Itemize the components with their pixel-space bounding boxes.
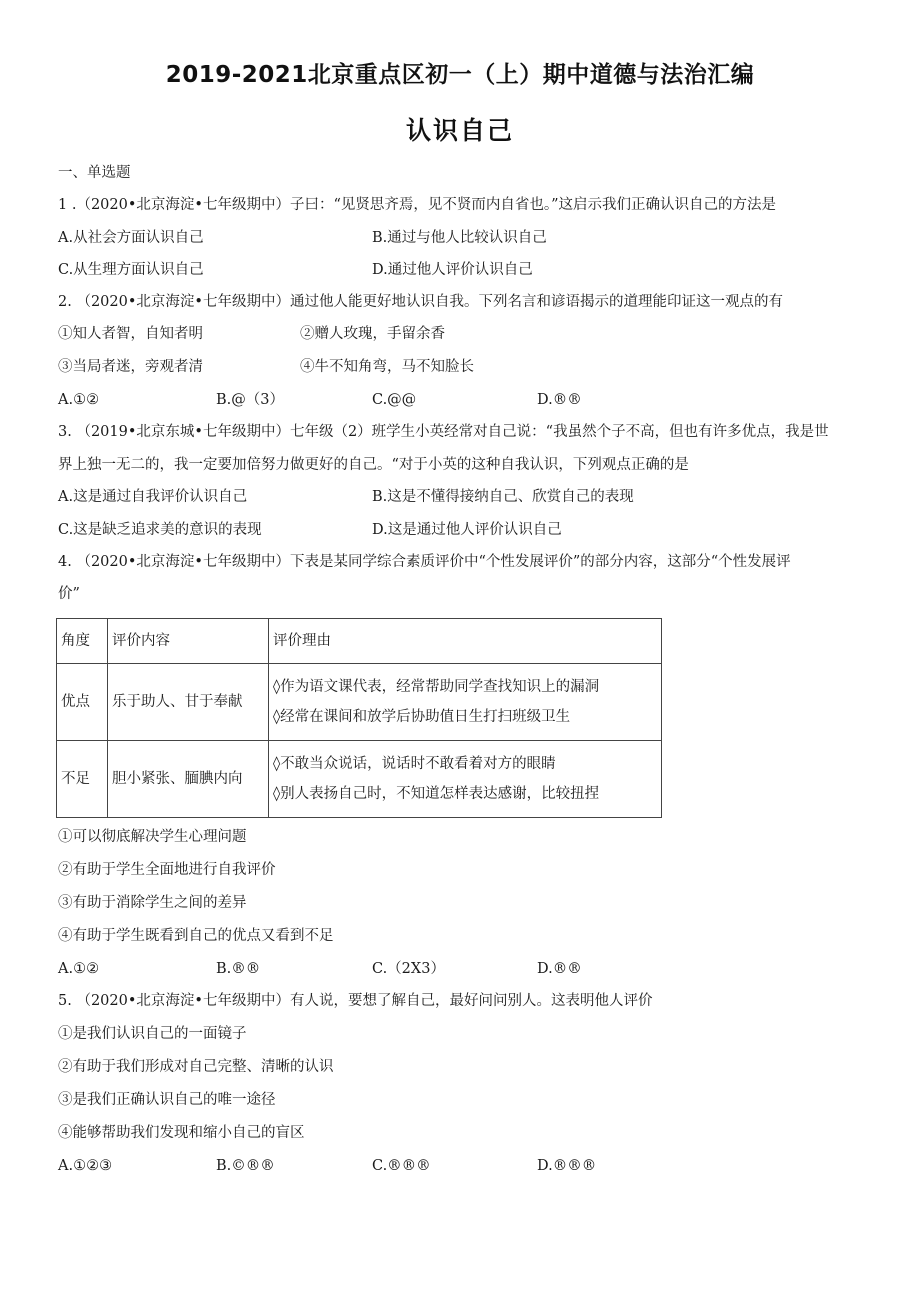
option-b: B.@（3） xyxy=(216,392,284,408)
table-cell-content: 乐于助人、甘于奉献 xyxy=(108,664,269,741)
table-cell-reasons xyxy=(269,664,662,741)
table-cell-aspect: 优点 xyxy=(57,664,108,741)
option-c: C.这是缺乏追求美的意识的表现 xyxy=(58,522,262,538)
option-a: A.①② xyxy=(58,392,100,408)
statement-item: ④牛不知角弯，马不知脸长 xyxy=(300,359,474,375)
statement-item: ①知人者智，自知者明 xyxy=(58,326,203,342)
reason-line: ◊别人表扬自己时，不知道怎样表达感谢，比较扭捏 xyxy=(273,786,600,802)
table-cell-aspect: 不足 xyxy=(57,741,108,818)
option-a: A.①② xyxy=(58,961,100,977)
question-stem: 2. （2020•北京海淀•七年级期中）通过他人能更好地认识自我。下列名言和谚语揭示的道理能印证这一观点的有 xyxy=(58,294,783,310)
statement-item: ②有助于学生全面地进行自我评价 xyxy=(58,862,276,878)
option-a: A.这是通过自我评价认识自己 xyxy=(58,489,248,505)
option-b: B.©®® xyxy=(216,1158,275,1174)
question-stem: 4. （2020•北京海淀•七年级期中）下表是某同学综合素质评价中“个性发展评价”的部分内容，这部分“个性发展评 xyxy=(58,554,791,570)
statement-item: ④能够帮助我们发现和缩小自己的盲区 xyxy=(58,1125,305,1141)
section-heading: 一、单选题 xyxy=(58,165,131,181)
reason-line: ◊作为语文课代表，经常帮助同学查找知识上的漏洞 xyxy=(273,679,600,695)
question-stem: 3. （2019•北京东城•七年级期中）七年级（2）班学生小英经常对自己说：“我虽然个子不高，但也有许多优点，我是世 xyxy=(58,424,829,440)
statement-item: ④有助于学生既看到自己的优点又看到不足 xyxy=(58,928,334,944)
table-header-cell: 评价内容 xyxy=(108,619,269,664)
option-c: C.®®® xyxy=(372,1158,431,1174)
option-c: C.@@ xyxy=(372,392,417,408)
option-d: D.这是通过他人评价认识自己 xyxy=(372,522,562,538)
statement-item: ③当局者迷，旁观者清 xyxy=(58,359,203,375)
option-b: B.这是不懂得接纳自己、欣赏自己的表现 xyxy=(372,489,634,505)
option-b: B.®® xyxy=(216,961,261,977)
evaluation-table xyxy=(56,618,662,818)
table-header-cell: 评价理由 xyxy=(269,619,662,664)
option-b: B.通过与他人比较认识自己 xyxy=(372,230,547,246)
question-stem: 1 .（2020•北京海淀•七年级期中）子曰：“见贤思齐焉，见不贤而内自省也。”这启示我们正确认识自己的方法是 xyxy=(58,197,777,213)
question-stem: 5. （2020•北京海淀•七年级期中）有人说，要想了解自己，最好问问别人。这表明他人评价 xyxy=(58,993,653,1009)
option-a: A.①②③ xyxy=(58,1158,113,1174)
option-a: A.从社会方面认识自己 xyxy=(58,230,204,246)
statement-item: ①是我们认识自己的一面镜子 xyxy=(58,1026,247,1042)
statement-item: ②有助于我们形成对自己完整、清晰的认识 xyxy=(58,1059,334,1075)
question-stem-continued: 界上独一无二的，我一定要加倍努力做更好的自己。“对于小英的这种自我认识，下列观点正确的是 xyxy=(58,457,689,473)
option-d: D.®® xyxy=(537,392,582,408)
question-stem-continued: 价” xyxy=(58,586,80,602)
table-row xyxy=(57,741,662,818)
reason-line: ◊经常在课间和放学后协助值日生打扫班级卫生 xyxy=(273,709,571,725)
table-row xyxy=(57,664,662,741)
statement-item: ①可以彻底解决学生心理问题 xyxy=(58,829,247,845)
option-d: D.通过他人评价认识自己 xyxy=(372,262,533,278)
option-d: D.®® xyxy=(537,961,582,977)
statement-item: ②赠人玫瑰，手留余香 xyxy=(300,326,445,342)
document-title: 2019-2021北京重点区初一（上）期中道德与法治汇编 xyxy=(165,62,755,88)
table-header-cell: 角度 xyxy=(57,619,108,664)
option-d: D.®®® xyxy=(537,1158,597,1174)
option-c: C.从生理方面认识自己 xyxy=(58,262,204,278)
reason-line: ◊不敢当众说话，说话时不敢看着对方的眼睛 xyxy=(273,756,556,772)
table-cell-content: 胆小紧张、腼腆内向 xyxy=(108,741,269,818)
table-header-row xyxy=(57,619,662,664)
statement-item: ③有助于消除学生之间的差异 xyxy=(58,895,247,911)
option-c: C.（2X3） xyxy=(372,961,445,977)
statement-item: ③是我们正确认识自己的唯一途径 xyxy=(58,1092,276,1108)
table-cell-reasons xyxy=(269,741,662,818)
document-subtitle: 认识自己 xyxy=(405,116,514,145)
